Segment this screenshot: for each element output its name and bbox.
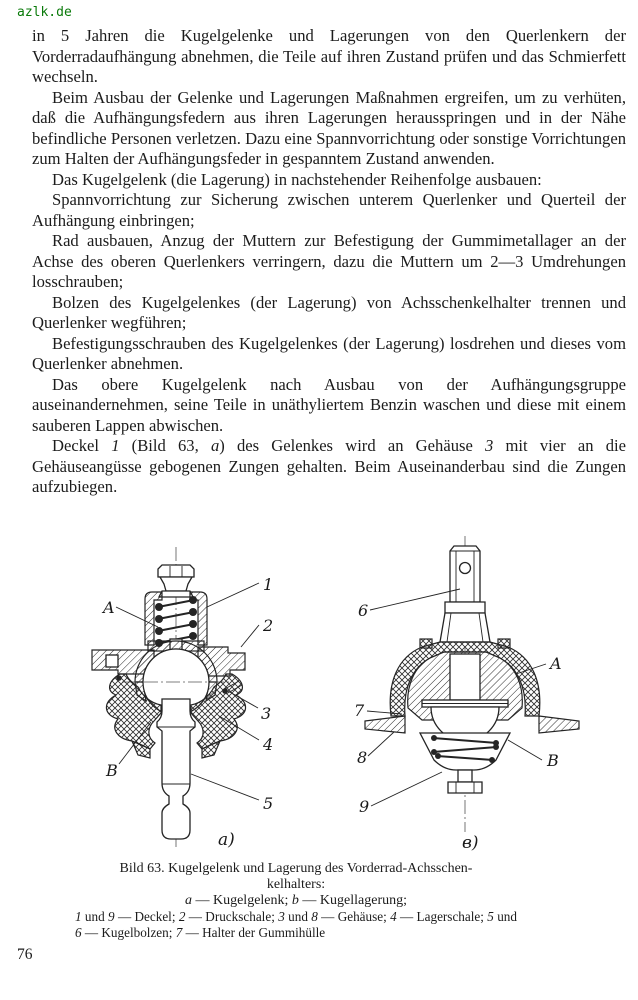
caption-subfigures xyxy=(75,893,517,909)
text-segment: b xyxy=(291,892,299,908)
text-segment: — Halter der Gummihülle xyxy=(182,924,326,940)
bottom-cover xyxy=(420,733,510,770)
paragraph: Beim Ausbau der Gelenke und Lagerungen Maßnahmen ergreifen, um zu verhüten, daß die Aufhängungsfedern aus ihren Lagerungen herausspringen und in der Nähe befindliche Personen verletzen. Dazu eine Spannvorrichtung oder sonstige Vorrichtungen zum Halten der Aufhängungsfeder in gespanntem Zustand anwenden. xyxy=(32,87,626,168)
text-segment: 8 xyxy=(311,909,318,925)
text-segment: (Bild 63, xyxy=(119,436,211,455)
text-segment: und xyxy=(284,909,312,925)
caption-parts-list xyxy=(75,909,517,940)
figure-a-label-2: 2 xyxy=(263,616,274,635)
figure-b-label-7: 7 xyxy=(354,701,365,720)
page-number: 76 xyxy=(17,946,33,963)
text-segment: mit vier an die Gehäuseangüsse gebogenen Zungen gehalten. Beim Auseinanderbau sind die Zungen aufzubiegen. xyxy=(32,436,626,496)
text-segment: — Deckel; xyxy=(114,909,179,925)
paragraph: Rad ausbauen, Anzug der Muttern zur Befestigung der Gummimetallager an der Achse des oberen Querlenkers verringern, dazu die Muttern um 2—3 Umdrehungen losschrauben; xyxy=(32,231,626,291)
text-segment: a xyxy=(184,892,192,908)
ball-pin xyxy=(157,699,195,839)
figure-b-sublabel: в) xyxy=(462,833,479,853)
body-text xyxy=(32,26,626,498)
paragraph: Bolzen des Kugelgelenkes (der Lagerung) von Achsschenkelhalter trennen und Querlenker wegführen; xyxy=(32,292,626,332)
figure-a-label-B: B xyxy=(106,761,118,780)
figure-bild-63 xyxy=(0,543,638,861)
inner-housing xyxy=(408,652,523,741)
text-segment: 9 xyxy=(108,909,115,925)
figure-b-label-A: A xyxy=(550,654,562,673)
caption-title-line2: kelhalters: xyxy=(266,876,326,892)
text-segment: a xyxy=(210,436,220,455)
figure-caption xyxy=(75,861,517,940)
figure-b-label-8: 8 xyxy=(357,748,368,767)
text-segment: — Kugelbolzen; xyxy=(81,924,176,940)
text-segment: — Gehäuse; xyxy=(317,909,391,925)
text-segment: 3 xyxy=(278,909,285,925)
figure-a-label-3: 3 xyxy=(261,704,272,723)
figure-a-sublabel: a) xyxy=(218,830,235,850)
text-segment: 3 xyxy=(485,436,494,455)
watermark-text: azlk.de xyxy=(17,5,72,20)
text-segment: — Lagerschale; xyxy=(396,909,488,925)
figure-a-drawing xyxy=(58,543,318,861)
figure-a-label-A: A xyxy=(103,598,115,617)
text-segment: — Kugellagerung; xyxy=(298,892,407,908)
paragraph xyxy=(32,436,626,498)
text-segment: 7 xyxy=(175,924,183,940)
figure-b-label-B: B xyxy=(547,751,559,770)
text-segment: und xyxy=(81,909,109,925)
text-segment: 6 xyxy=(75,924,82,940)
figure-a-label-4: 4 xyxy=(263,735,274,754)
figure-b-label-9: 9 xyxy=(359,797,370,816)
paragraph: Befestigungsschrauben des Kugelgelenkes (der Lagerung) losdrehen und dieses vom Querlenker abnehmen. xyxy=(32,333,626,373)
text-segment: 5 xyxy=(487,909,494,925)
text-segment: Deckel xyxy=(52,436,112,455)
figure-a-label-5: 5 xyxy=(263,794,274,813)
caption-title-line1: Bild 63. Kugelgelenk und Lagerung des Vorderrad-Achsschen- xyxy=(119,861,473,876)
top-bolt xyxy=(158,565,194,597)
paragraph: Das obere Kugelgelenk nach Ausbau von der Aufhängungsgruppe auseinandernehmen, seine Teile in unäthyliertem Benzin waschen und diese mit einem sauberen Lappen abwischen. xyxy=(32,374,626,435)
paragraph: in 5 Jahren die Kugelgelenke und Lagerungen von den Querlenkern der Vorderradaufhängung abnehmen, die Teile auf ihren Zustand prüfen und das Schmierfett wechseln. xyxy=(32,26,626,86)
text-segment: ) des Gelenkes wird an Gehäuse xyxy=(219,436,486,455)
bottom-bolt xyxy=(448,770,482,793)
figure-b-drawing xyxy=(330,530,620,861)
text-segment: — Druckschale; xyxy=(185,909,279,925)
text-segment: 1 xyxy=(75,909,82,925)
text-segment: 4 xyxy=(390,909,397,925)
text-segment: 2 xyxy=(178,909,186,925)
paragraph: Das Kugelgelenk (die Lagerung) in nachstehender Reihenfolge ausbauen: xyxy=(52,169,542,189)
text-segment: 1 xyxy=(111,436,120,455)
text-segment: — Kugelgelenk; xyxy=(191,892,292,908)
figure-b-label-6: 6 xyxy=(358,601,369,620)
figure-a-label-1: 1 xyxy=(263,575,274,594)
text-segment: und xyxy=(493,909,517,925)
paragraph: Spannvorrichtung zur Sicherung zwischen unterem Querlenker und Querteil der Aufhängung einbringen; xyxy=(32,190,626,230)
stud xyxy=(440,546,490,642)
